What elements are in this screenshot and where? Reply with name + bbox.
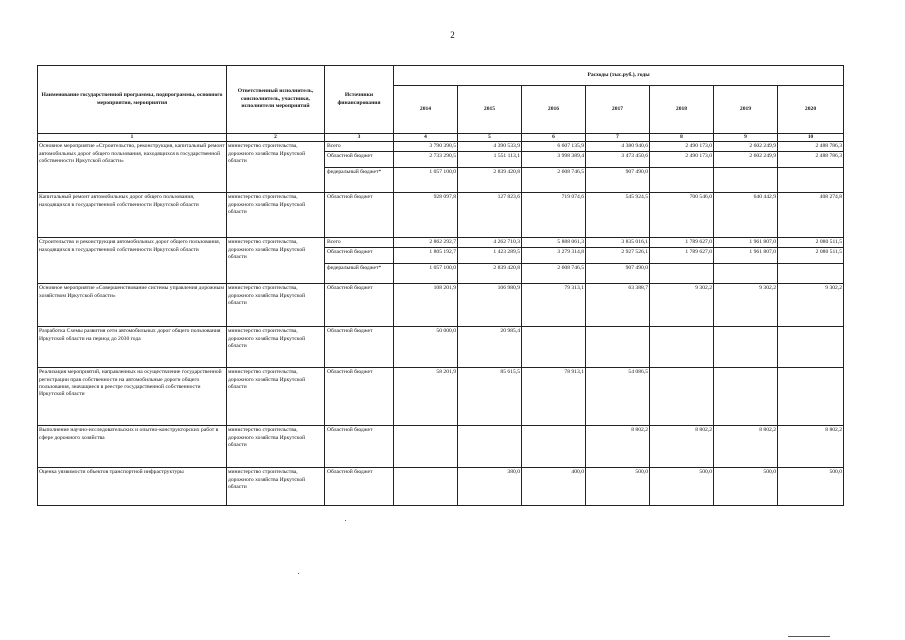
expense-value-2014	[394, 468, 458, 506]
expense-value-2015: 106 980,9	[458, 284, 522, 327]
expense-value-2019: 2 602 249,9	[714, 142, 778, 152]
expense-value-2016: 719 074,6	[522, 193, 586, 238]
expense-value-2020: 408 274,8	[778, 193, 844, 238]
expense-value-2020: 2 080 511,5	[778, 238, 844, 248]
expense-value-2017: 545 924,5	[586, 193, 650, 238]
expense-value-2018: 1 789 627,0	[650, 248, 714, 264]
expense-value-2020	[778, 327, 844, 368]
expense-value-2020	[778, 368, 844, 426]
expense-value-2014: 3 790 390,5	[394, 142, 458, 152]
column-number: 2	[227, 134, 325, 142]
expense-value-2019	[714, 368, 778, 426]
expense-value-2019: 500,0	[714, 468, 778, 506]
header-year: 2019	[714, 86, 778, 134]
expense-value-2017: 2 927 526,1	[586, 248, 650, 264]
activity-name: Капитальный ремонт автомобильных дорог общего пользования, находящихся в государственной собственности Иркутской области	[38, 193, 227, 238]
activity-name: Строительство и реконструкция автомобильных дорог общего пользования, находящихся в государственной собственности Иркутской области	[38, 238, 227, 284]
activity-name: Выполнение научно-исследовательских и опытно-конструкторских работ в сфере дорожного хозяйства	[38, 426, 227, 468]
column-number: 6	[522, 134, 586, 142]
responsible-executor: министерство строительства, дорожного хозяйства Иркутской области	[227, 468, 325, 506]
expense-value-2018: 700 546,0	[650, 193, 714, 238]
expense-value-2019: 2 602 249,9	[714, 152, 778, 168]
expense-value-2014: 1 057 100,0	[394, 168, 458, 193]
expense-value-2014: 50 000,0	[394, 327, 458, 368]
funding-source: Всего	[325, 142, 394, 152]
expense-value-2015: 4 262 710,3	[458, 238, 522, 248]
expense-value-2015	[458, 426, 522, 468]
column-number: 1	[38, 134, 227, 142]
header-year: 2020	[778, 86, 844, 134]
activity-name: Оценка уязвимости объектов транспортной инфраструктуры	[38, 468, 227, 506]
funding-source: Областной бюджет	[325, 327, 394, 368]
expense-value-2015: 1 551 113,1	[458, 152, 522, 168]
expense-value-2018	[650, 168, 714, 193]
header-year: 2018	[650, 86, 714, 134]
expense-value-2016: 400,0	[522, 468, 586, 506]
expense-value-2019	[714, 168, 778, 193]
expense-value-2015: 2 839 420,8	[458, 168, 522, 193]
expense-value-2019	[714, 327, 778, 368]
expense-value-2020: 500,0	[778, 468, 844, 506]
expense-value-2016: 6 607 135,9	[522, 142, 586, 152]
expense-value-2014: 58 201,9	[394, 368, 458, 426]
activity-name: Реализация мероприятий, направленных на осуществление государственной регистрации прав собственности на автомобильные дороги общего пользования, значащиеся в реестре государственной собственности Иркутской области	[38, 368, 227, 426]
expense-value-2020: 9 302,2	[778, 284, 844, 327]
expense-value-2017	[586, 327, 650, 368]
expense-value-2020: 8 802,2	[778, 426, 844, 468]
expense-value-2015: 85 615,5	[458, 368, 522, 426]
table-row	[38, 368, 844, 378]
activity-name: Основное мероприятие «Совершенствование системы управления дорожным хозяйством Иркутской области»	[38, 284, 227, 327]
expense-value-2018: 9 302,2	[650, 284, 714, 327]
expense-value-2015: 127 823,6	[458, 193, 522, 238]
column-number: 7	[586, 134, 650, 142]
header-sources: Источники финансирования	[325, 66, 394, 134]
expense-value-2019: 1 961 807,0	[714, 248, 778, 264]
expense-value-2018	[650, 368, 714, 426]
expense-value-2018: 2 490 173,0	[650, 142, 714, 152]
responsible-executor: министерство строительства, дорожного хозяйства Иркутской области	[227, 238, 325, 284]
expense-value-2016: 79 313,1	[522, 284, 586, 327]
expense-value-2014: 108 201,9	[394, 284, 458, 327]
expense-value-2017: 63 388,7	[586, 284, 650, 327]
expense-value-2020	[778, 168, 844, 193]
expense-value-2016: 2 608 746,5	[522, 168, 586, 193]
expense-value-2014: 2 862 292,7	[394, 238, 458, 248]
table-row	[38, 284, 844, 294]
table-row	[38, 468, 844, 478]
expense-value-2018: 1 789 627,0	[650, 238, 714, 248]
expense-value-2019: 1 961 807,0	[714, 238, 778, 248]
header-responsible: Ответственный исполнитель, соисполнитель, участники, исполнители мероприятий	[227, 66, 325, 134]
funding-source: Всего	[325, 238, 394, 248]
scan-speck	[298, 573, 299, 574]
funding-source: Областной бюджет	[325, 426, 394, 468]
expense-value-2017: 54 086,5	[586, 368, 650, 426]
responsible-executor: министерство строительства, дорожного хозяйства Иркутской области	[227, 193, 325, 238]
header-expenses: Расходы (тыс.руб.), годы	[394, 66, 844, 86]
column-number: 9	[714, 134, 778, 142]
column-number: 5	[458, 134, 522, 142]
expense-value-2020: 2 488 786,3	[778, 152, 844, 168]
expense-value-2015: 4 390 533,9	[458, 142, 522, 152]
table-row	[38, 327, 844, 337]
expense-value-2018: 500,0	[650, 468, 714, 506]
header-year: 2017	[586, 86, 650, 134]
expense-value-2020: 2 488 786,3	[778, 142, 844, 152]
expense-value-2015: 2 839 420,8	[458, 264, 522, 284]
expense-value-2015: 20 985,4	[458, 327, 522, 368]
expense-value-2016: 3 998 389,4	[522, 152, 586, 168]
expense-value-2018: 2 490 173,0	[650, 152, 714, 168]
expense-value-2017: 3 835 016,1	[586, 238, 650, 248]
expense-value-2014: 2 733 290,5	[394, 152, 458, 168]
expense-value-2019: 8 802,2	[714, 426, 778, 468]
scan-speck	[345, 520, 346, 521]
responsible-executor: министерство строительства, дорожного хозяйства Иркутской области	[227, 368, 325, 426]
activity-name: Разработка Схемы развития сети автомобильных дорог общего пользования Иркутской области на период до 2030 года	[38, 327, 227, 368]
expense-value-2016: 5 888 061,3	[522, 238, 586, 248]
header-year: 2014	[394, 86, 458, 134]
funding-source: Областной бюджет	[325, 284, 394, 327]
expense-value-2016: 3 279 314,8	[522, 248, 586, 264]
expense-value-2015: 1 423 289,5	[458, 248, 522, 264]
expense-value-2018	[650, 264, 714, 284]
header-name: Наименование государственной программы, подпрограммы, основного мероприятия, мероприятия	[38, 66, 227, 134]
expense-value-2016	[522, 327, 586, 368]
funding-source: Областной бюджет	[325, 193, 394, 238]
expense-value-2019: 9 302,2	[714, 284, 778, 327]
expense-value-2016: 78 913,1	[522, 368, 586, 426]
expense-value-2015: 380,0	[458, 468, 522, 506]
funding-source: федеральный бюджет*	[325, 168, 394, 193]
expense-value-2017: 3 473 450,6	[586, 152, 650, 168]
expenses-table	[37, 65, 844, 506]
expense-value-2014: 1 805 192,7	[394, 248, 458, 264]
column-number: 8	[650, 134, 714, 142]
expense-value-2017: 907 490,0	[586, 168, 650, 193]
page-number: 2	[450, 30, 455, 40]
expense-value-2016	[522, 426, 586, 468]
expense-value-2017: 4 380 940,6	[586, 142, 650, 152]
expense-value-2017: 8 802,2	[586, 426, 650, 468]
activity-name: Основное мероприятие «Строительство, реконструкция, капитальный ремонт автомобильных дорог общего пользования, находящихся в государственной собственности Иркутской области»	[38, 142, 227, 193]
header-year: 2015	[458, 86, 522, 134]
expense-value-2020	[778, 264, 844, 284]
responsible-executor: министерство строительства, дорожного хозяйства Иркутской области	[227, 142, 325, 193]
table-row	[38, 238, 844, 248]
responsible-executor: министерство строительства, дорожного хозяйства Иркутской области	[227, 284, 325, 327]
expense-value-2014	[394, 426, 458, 468]
funding-source: Областной бюджет	[325, 468, 394, 506]
scan-mark	[788, 636, 830, 637]
responsible-executor: министерство строительства, дорожного хозяйства Иркутской области	[227, 426, 325, 468]
funding-source: Областной бюджет	[325, 248, 394, 264]
table-row	[38, 426, 844, 436]
expense-value-2018	[650, 327, 714, 368]
table-row	[38, 142, 844, 152]
column-number: 4	[394, 134, 458, 142]
expense-value-2014: 928 097,8	[394, 193, 458, 238]
expense-value-2017: 907 490,0	[586, 264, 650, 284]
expense-value-2019	[714, 264, 778, 284]
expense-value-2016: 2 608 746,5	[522, 264, 586, 284]
expense-value-2014: 1 057 100,0	[394, 264, 458, 284]
expense-value-2019: 640 442,9	[714, 193, 778, 238]
column-number-row	[38, 134, 844, 142]
funding-source: Областной бюджет	[325, 152, 394, 168]
expense-value-2017: 500,0	[586, 468, 650, 506]
funding-source: Областной бюджет	[325, 368, 394, 426]
funding-source: федеральный бюджет*	[325, 264, 394, 284]
header-year: 2016	[522, 86, 586, 134]
table-row	[38, 193, 844, 203]
responsible-executor: министерство строительства, дорожного хозяйства Иркутской области	[227, 327, 325, 368]
column-number: 10	[778, 134, 844, 142]
expense-value-2020: 2 080 511,5	[778, 248, 844, 264]
expense-value-2018: 8 802,2	[650, 426, 714, 468]
column-number: 3	[325, 134, 394, 142]
